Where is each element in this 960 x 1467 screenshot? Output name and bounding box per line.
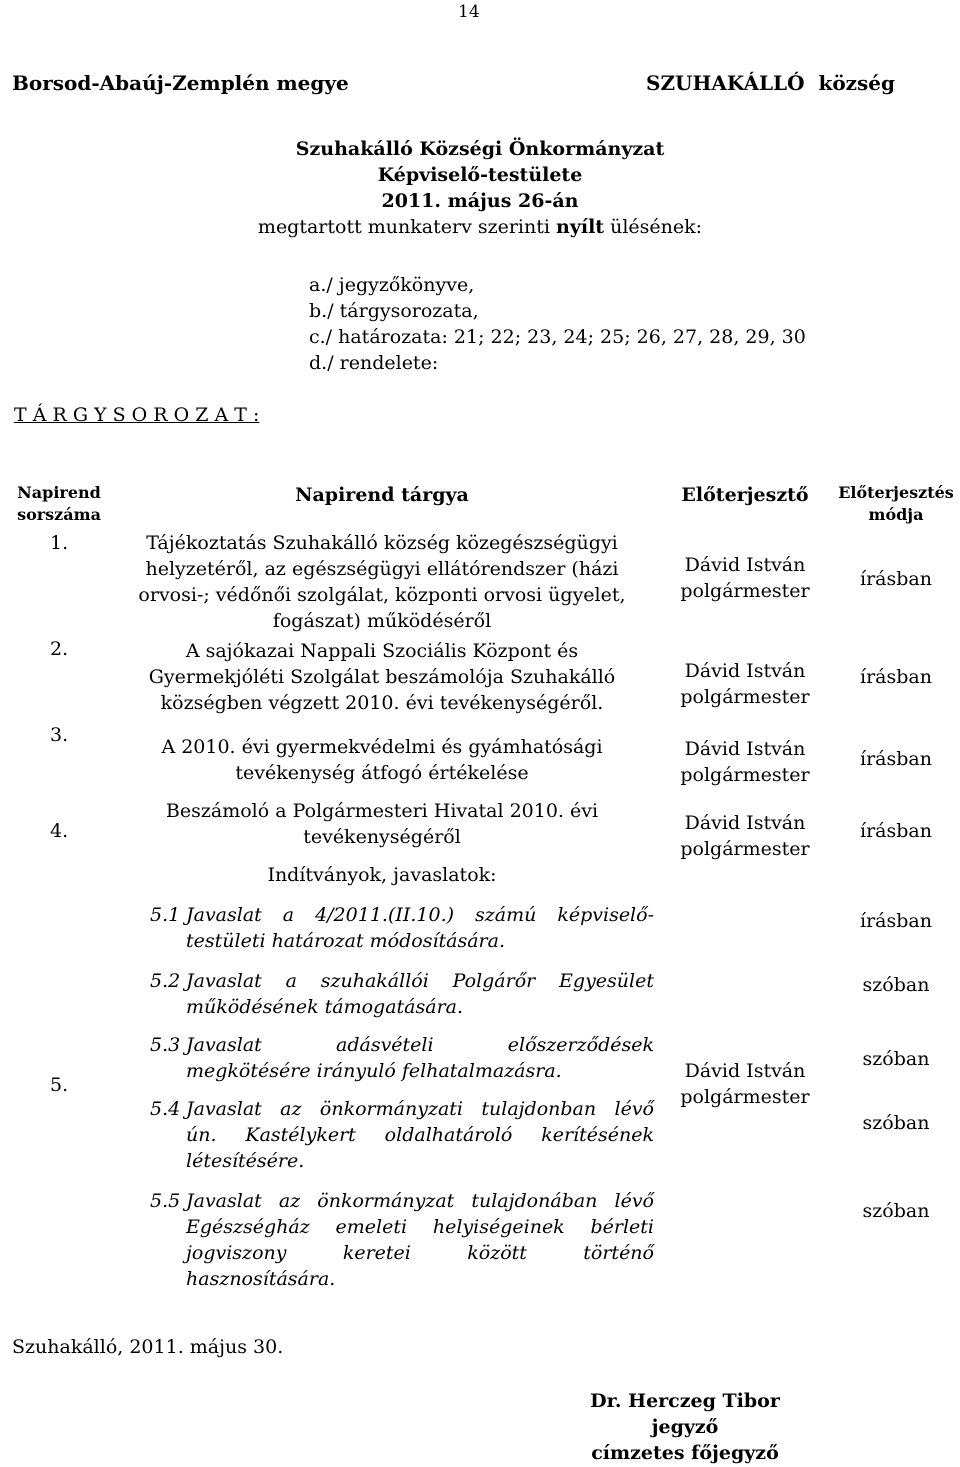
- row1-presenter-role: polgármester: [680, 580, 810, 602]
- title-meeting-pre: megtartott munkaterv szerinti: [257, 216, 556, 238]
- subitem-5-3-line2: megkötésére irányuló felhatalmazásra.: [186, 1060, 562, 1082]
- subitem-5-3-line1: Javaslat adásvételi előszerződések: [186, 1034, 654, 1056]
- row4-mode: írásban: [860, 820, 932, 842]
- row4-subject-line1: Beszámoló a Polgármesteri Hivatal 2010. évi: [165, 800, 599, 822]
- row4-presenter-role: polgármester: [680, 838, 810, 860]
- row5-presenter: [660, 1058, 830, 1110]
- row5-number: 5.: [50, 1074, 69, 1096]
- title-date: 2011. május 26-án: [381, 190, 579, 212]
- subitem-5-5-line3: jogviszony keretei között történő: [186, 1242, 654, 1264]
- row2-subject-line3: községben végzett 2010. évi tevékenységéről.: [160, 692, 604, 714]
- subitem-5-5-line4: hasznosítására.: [186, 1268, 336, 1290]
- municipality-name: SZUHAKÁLLÓ község: [646, 71, 895, 95]
- row3-subject-line1: A 2010. évi gyermekvédelmi és gyámhatósági: [161, 736, 603, 758]
- contents-item-d: d./ rendelete:: [309, 352, 439, 374]
- subitem-5-5-text: [186, 1188, 654, 1292]
- row1-mode: írásban: [860, 568, 932, 590]
- subitem-5-1-line1: Javaslat a 4/2011.(II.10.) számú képviselő-: [186, 904, 654, 926]
- header-agenda-number: [0, 482, 118, 526]
- title-council: Szuhakálló Községi Önkormányzat: [295, 138, 665, 160]
- subitem-5-2-number: 5.2: [150, 970, 181, 992]
- subitem-5-3-number: 5.3: [150, 1034, 181, 1056]
- header-presenter: Előterjesztő: [681, 484, 809, 506]
- contents-item-a: a./ jegyzőkönyve,: [309, 274, 475, 296]
- signer-title-2: címzetes főjegyző: [591, 1442, 779, 1464]
- signer-name: Dr. Herczeg Tibor: [590, 1390, 780, 1412]
- signature-block: [560, 1388, 810, 1466]
- signer-title: jegyző: [651, 1416, 719, 1438]
- row2-presenter-role: polgármester: [680, 686, 810, 708]
- row3-presenter-role: polgármester: [680, 764, 810, 786]
- row1-number: 1.: [50, 532, 69, 554]
- header-mode-line2: módja: [868, 505, 924, 524]
- row1-presenter-name: Dávid István: [684, 554, 806, 576]
- row3-subject: [118, 734, 646, 786]
- subitem-5-2-line1: Javaslat a szuhakállói Polgárőr Egyesület: [186, 970, 654, 992]
- subitem-5-3-text: [186, 1032, 654, 1084]
- row5-presenter-role: polgármester: [680, 1086, 810, 1108]
- header-agenda-subject: Napirend tárgya: [295, 484, 469, 506]
- subitem-5-4-line2: ún. Kastélykert oldalhatároló kerítésének: [186, 1124, 654, 1146]
- subitem-5-1-mode: írásban: [860, 910, 932, 932]
- subitem-5-4-line1: Javaslat az önkormányzati tulajdonban lévő: [186, 1098, 654, 1120]
- county-name: Borsod-Abaúj-Zemplén megye: [12, 71, 349, 95]
- header-presentation-mode: [832, 482, 960, 526]
- row4-subject-line2: tevékenységéről: [303, 826, 461, 848]
- title-body: Képviselő-testülete: [377, 164, 583, 186]
- place-date: Szuhakálló, 2011. május 30.: [12, 1336, 284, 1358]
- agenda-label: T Á R G Y S O R O Z A T :: [14, 404, 260, 426]
- subitem-5-4-line3: létesítésére.: [186, 1150, 305, 1172]
- subitem-5-4-text: [186, 1096, 654, 1174]
- page-number: 14: [458, 2, 480, 22]
- subitem-5-5-line2: Egészségház emeleti helyiségeinek bérleti: [186, 1216, 654, 1238]
- row2-presenter: [660, 658, 830, 710]
- subitem-5-2-mode: szóban: [862, 974, 930, 996]
- header-agenda-number-line2: sorszáma: [17, 505, 101, 524]
- row2-number: 2.: [50, 638, 69, 660]
- header-mode-line1: Előterjesztés: [838, 483, 954, 502]
- subitem-5-4-mode: szóban: [862, 1112, 930, 1134]
- row3-subject-line2: tevékenység átfogó értékelése: [235, 762, 529, 784]
- row1-presenter: [660, 552, 830, 604]
- row2-subject-line2: Gyermekjóléti Szolgálat beszámolója Szuhakálló: [148, 666, 616, 688]
- row4-presenter-name: Dávid István: [684, 812, 806, 834]
- row3-presenter: [660, 736, 830, 788]
- row1-subject-line3: orvosi-; védőnői szolgálat, központi orvosi ügyelet,: [138, 584, 626, 606]
- row2-presenter-name: Dávid István: [684, 660, 806, 682]
- title-meeting-post: ülésének:: [604, 216, 703, 238]
- row2-subject: [118, 638, 646, 716]
- contents-item-c: c./ határozata: 21; 22; 23, 24; 25; 26, 27, 28, 29, 30: [309, 326, 806, 348]
- subitem-5-1-text: [186, 902, 654, 954]
- title-meeting: [180, 214, 780, 240]
- subitem-5-4-number: 5.4: [150, 1098, 181, 1120]
- row4-presenter: [660, 810, 830, 862]
- subitem-5-1-line2: testületi határozat módosítására.: [186, 930, 506, 952]
- header-agenda-number-line1: Napirend: [17, 483, 101, 502]
- subitem-5-5-mode: szóban: [862, 1200, 930, 1222]
- title-meeting-open: nyílt: [556, 216, 605, 238]
- row3-presenter-name: Dávid István: [684, 738, 806, 760]
- row4-number: 4.: [50, 820, 69, 842]
- subitem-5-3-mode: szóban: [862, 1048, 930, 1070]
- row1-subject-line1: Tájékoztatás Szuhakálló község közegészségügyi: [146, 532, 618, 554]
- subitem-5-2-text: [186, 968, 654, 1020]
- row4-subject: [118, 798, 646, 850]
- row2-mode: írásban: [860, 666, 932, 688]
- title-block: [180, 136, 780, 240]
- subitem-5-2-line2: működésének támogatására.: [186, 996, 464, 1018]
- row1-subject-line2: helyzetéről, az egészségügyi ellátórendszer (házi: [145, 558, 619, 580]
- subitem-5-5-line1: Javaslat az önkormányzat tulajdonában lévő: [186, 1190, 654, 1212]
- row2-subject-line1: A sajókazai Nappali Szociális Központ és: [185, 640, 579, 662]
- row5-presenter-name: Dávid István: [684, 1060, 806, 1082]
- row3-mode: írásban: [860, 748, 932, 770]
- contents-item-b: b./ tárgysorozata,: [309, 300, 479, 322]
- contents-list: [309, 272, 806, 376]
- row5-intro: Indítványok, javaslatok:: [267, 864, 497, 886]
- subitem-5-1-number: 5.1: [150, 904, 181, 926]
- row1-subject-line4: fogászat) működéséről: [272, 610, 492, 632]
- row3-number: 3.: [50, 724, 69, 746]
- row1-subject: [118, 530, 646, 634]
- subitem-5-5-number: 5.5: [150, 1190, 181, 1212]
